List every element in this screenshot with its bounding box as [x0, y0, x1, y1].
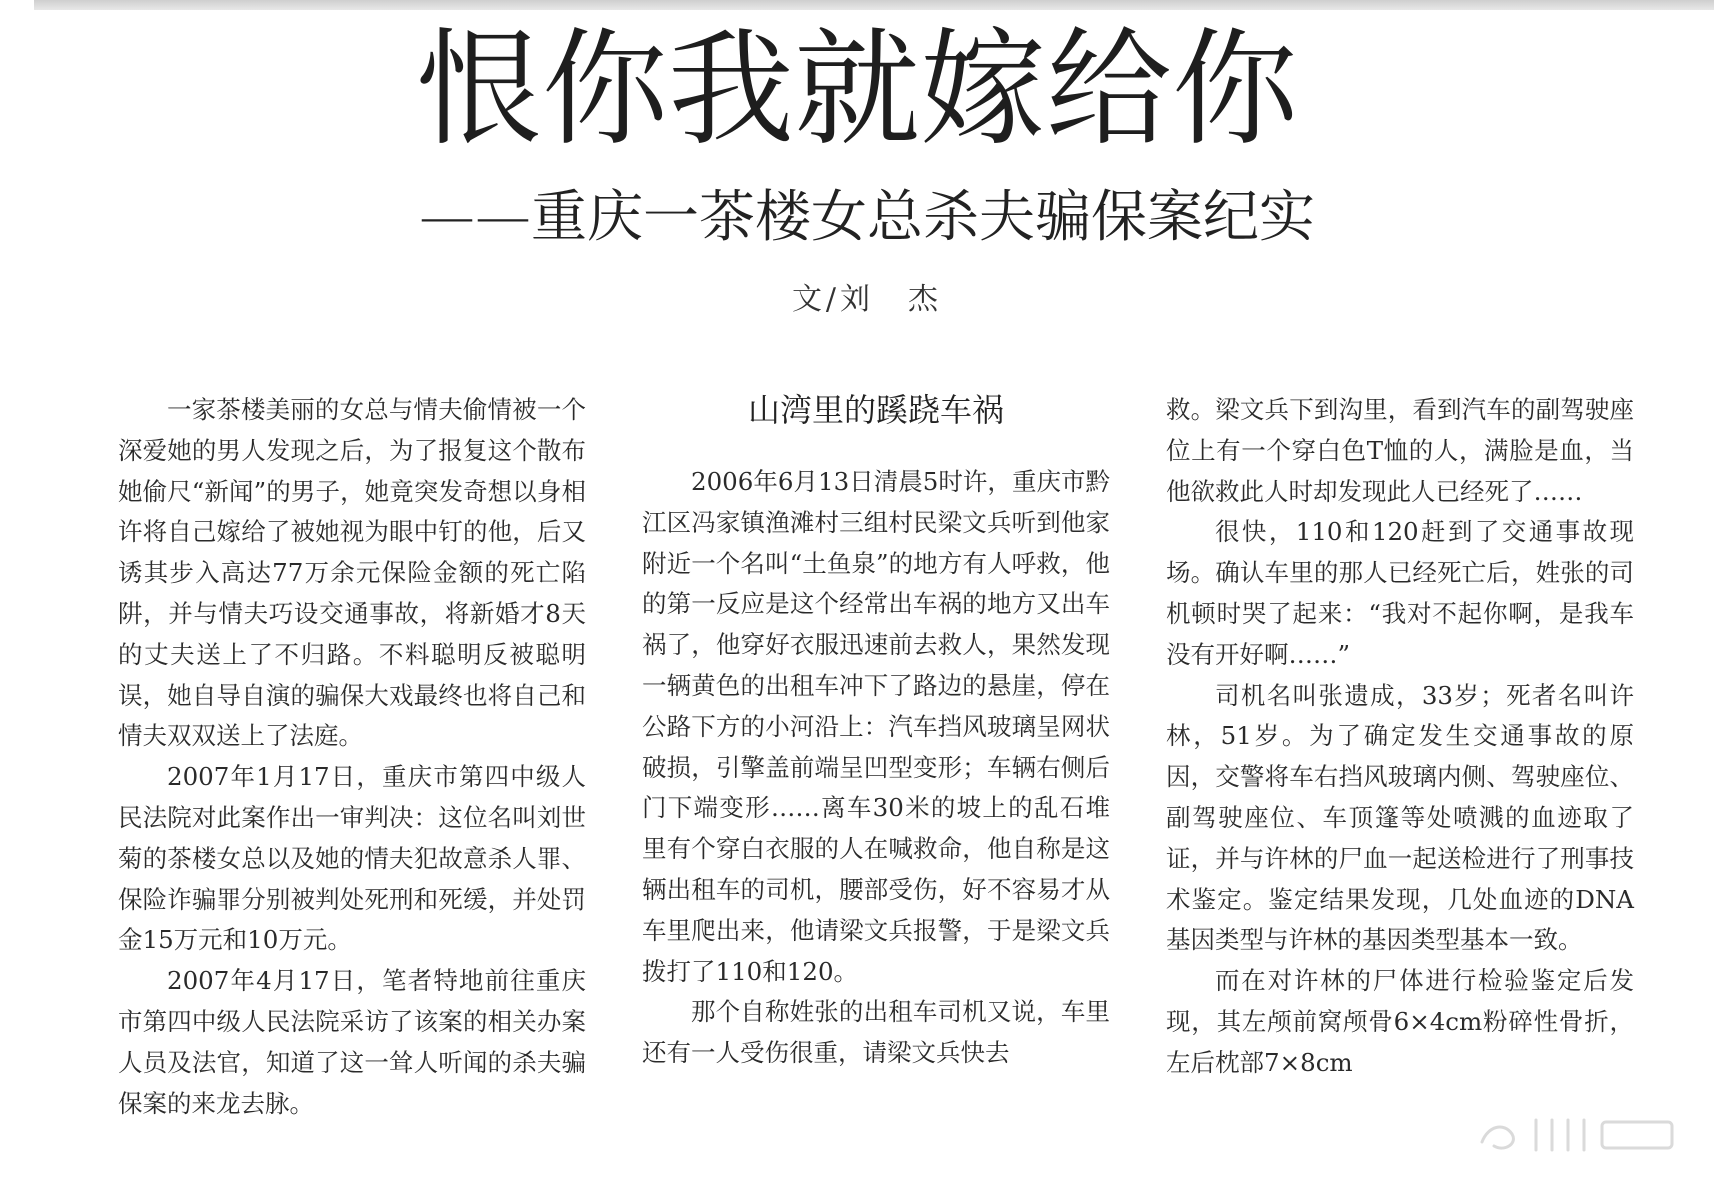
paragraph: 而在对许林的尸体进行检验鉴定后发现，其左颅前窝颅骨6×4cm粉碎性骨折，左后枕部7×8cm	[1166, 966, 1634, 1077]
top-border-band	[34, 0, 1714, 10]
paragraph: 一家茶楼美丽的女总与情夫偷情被一个深爱她的男人发现之后，为了报复这个散布她偷尺“新闻”的男子，她竟突发奇想以身相许将自己嫁给了被她视为眼中钉的他，后又诱其步入高达77万余元保险金额的死亡陷阱，并与情夫巧设交通事故，将新婚才8天的丈夫送上了不归路。不料聪明反被聪明误，她自导自演的骗保大戏最终也将自己和情夫双双送上了法庭。	[118, 395, 586, 751]
article-subtitle: ——重庆一茶楼女总杀夫骗保案纪实	[419, 185, 1315, 250]
paragraph: 2007年4月17日，笔者特地前往重庆市第四中级人民法院采访了该案的相关办案人员及法官，知道了这一耸人听闻的杀夫骗保案的来龙去脉。	[118, 966, 586, 1118]
paragraph: 救。梁文兵下到沟里，看到汽车的副驾驶座位上有一个穿白色T恤的人，满脸是血，当他欲救此人时却发现此人已经死了……	[1166, 395, 1634, 506]
text-column-1	[118, 390, 586, 1124]
paragraph: 那个自称姓张的出租车司机又说，车里还有一人受伤很重，请梁文兵快去	[642, 997, 1110, 1068]
article-title: 恨你我就嫁给你	[416, 16, 1298, 163]
section-heading: 山湾里的蹊跷车祸	[747, 391, 1004, 429]
text-column-2	[642, 390, 1110, 1074]
paragraph: 2007年1月17日，重庆市第四中级人民法院对此案作出一审判决：这位名叫刘世菊的茶楼女总以及她的情夫犯故意杀人罪、保险诈骗罪分别被判处死刑和死缓，并处罚金15万元和10万元。	[118, 762, 586, 955]
article-byline: 文/刘 杰	[791, 282, 943, 317]
text-column-3	[1166, 390, 1634, 1084]
paragraph: 2006年6月13日清晨5时许，重庆市黔江区冯家镇渔滩村三组村民梁文兵听到他家附近一个名叫“土鱼泉”的地方有人呼救，他的第一反应是这个经常出车祸的地方又出车祸了，他穿好衣服迅速前去救人，果然发现一辆黄色的出租车冲下了路边的悬崖，停在公路下方的小河沿上：汽车挡风玻璃呈网状破损，引擎盖前端呈凹型变形；车辆右侧后门下端变形……离车30米的坡上的乱石堆里有个穿白衣服的人在喊救命，他自称是这辆出租车的司机，腰部受伤，好不容易才从车里爬出来，他请梁文兵报警，于是梁文兵拨打了110和120。	[642, 467, 1110, 986]
paragraph: 很快，110和120赶到了交通事故现场。确认车里的那人已经死亡后，姓张的司机顿时哭了起来：“我对不起你啊，是我车没有开好啊……”	[1166, 517, 1634, 669]
paragraph: 司机名叫张遗成，33岁；死者名叫许林，51岁。为了确定发生交通事故的原因，交警将车右挡风玻璃内侧、驾驶座位、副驾驶座位、车顶篷等处喷溅的血迹取了证，并与许林的尸血一起送检进行了刑事技术鉴定。鉴定结果发现，几处血迹的DNA基因类型与许林的基因类型基本一致。	[1166, 680, 1634, 955]
watermark-logo	[1474, 1112, 1684, 1156]
